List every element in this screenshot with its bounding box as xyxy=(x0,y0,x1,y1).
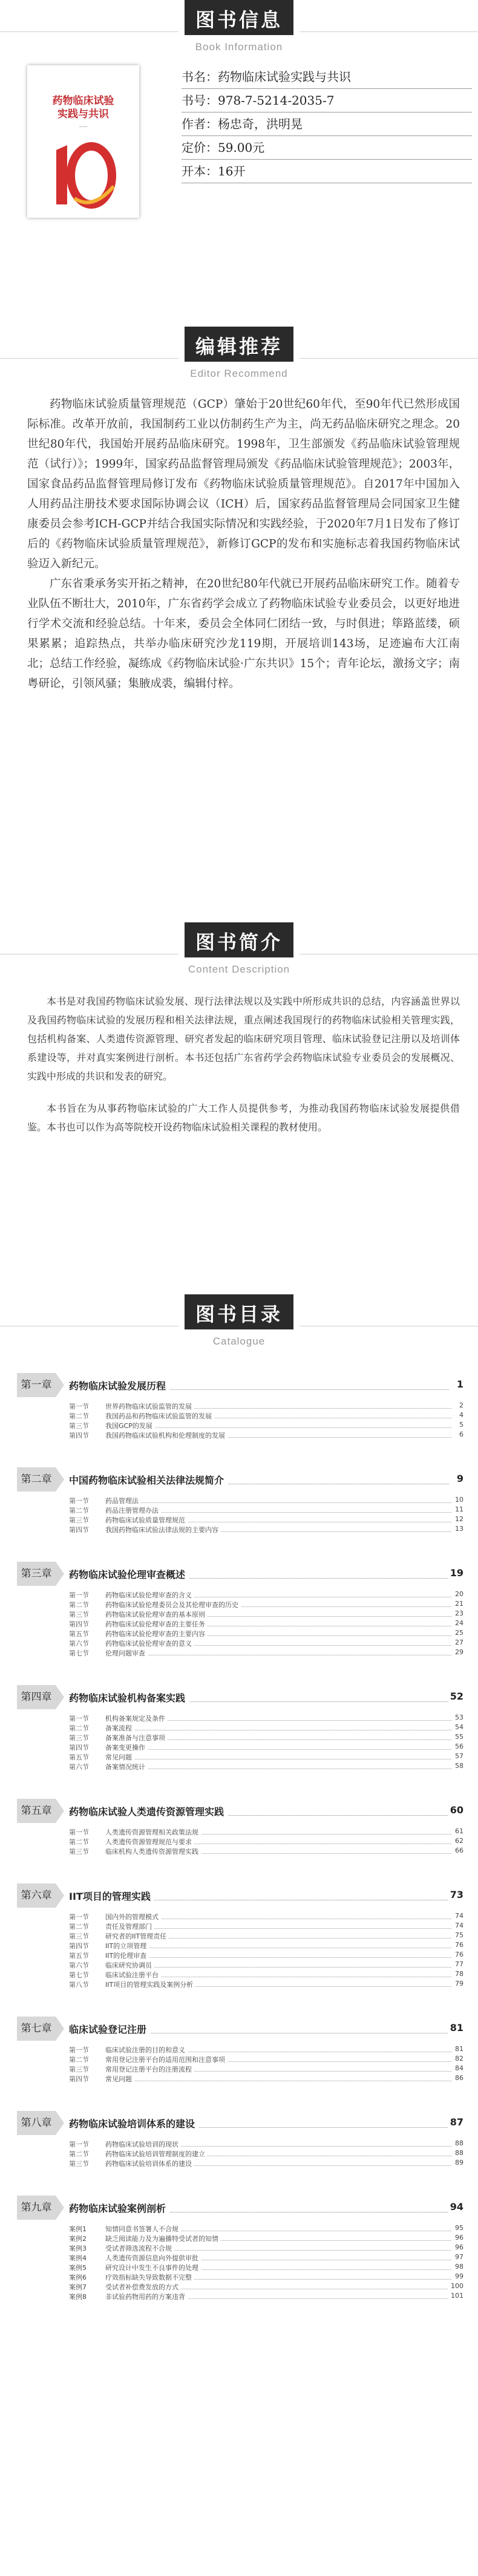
section-number: 案例4 xyxy=(69,2254,87,2262)
paragraph: 广东省秉承务实开拓之精神，在20世纪80年代就已开展药品临床研究工作。随着专业队伍不断壮大，2010年，广东省药学会成立了药物临床试验专业委员会，以更好地进行学术交流和经验总结。十年来，委员会全体同仁团结一致，与时俱进；筚路蓝缕，硕果累累；追踪热点，共举办临床研究沙龙119期，开展培训143场，足迹遍布大江南北；总结工作经验，凝练成《药物临床试验·广东共识》15个；青年论坛，激扬文字；南粤研论，引领风骚；集腋成裘，编辑付梓。 xyxy=(27,578,460,690)
section-title: 药物临床试验伦理审查的含义 xyxy=(105,1590,194,1600)
section-page: 27 xyxy=(453,1639,463,1646)
chapter-heading[interactable] xyxy=(17,1467,463,1492)
paragraph: 本书是对我国药物临床试验发展、现行法律法规以及实践中所形成共识的总结，内容涵盖世界以及我国药物临床试验的发展历程和相关法律法规，重点阐述我国现行的药物临床试验相关管理实践，包括机构备案、人类遗传资源管理、研究者发起的临床研究项目管理、临床试验登记注册以及培训体系建设等，并对真实案例进行剖析。本书还包括广东省药学会药物临床试验专业委员会的发展概况、实践中形成的共识和发表的研究。 xyxy=(27,996,460,1082)
field-price: 定价：59.00元 xyxy=(182,136,472,160)
section-title: 疗效指标缺失导致数据不完整 xyxy=(105,2272,194,2282)
section-number: 第三节 xyxy=(69,2160,89,2168)
chapter-heading[interactable] xyxy=(17,1685,463,1709)
toc-chapter xyxy=(17,1562,463,1657)
section-page: 54 xyxy=(453,1723,463,1731)
chapter-label: 第一章 xyxy=(17,1373,56,1397)
section-number: 案例3 xyxy=(69,2245,87,2252)
section-title: 我国药品和药物临床试验监管的发展 xyxy=(105,1411,214,1421)
field-format: 开本：16开 xyxy=(182,160,472,183)
section-number: 第三节 xyxy=(69,1932,89,1940)
section-title: 人类遗传资源管理相关政策法规 xyxy=(105,1827,201,1837)
toc-section[interactable] xyxy=(69,1940,463,1950)
section-title: 受试者筛选流程不合规 xyxy=(105,2243,174,2253)
section-number: 第三节 xyxy=(69,1611,89,1619)
section-number: 第一节 xyxy=(69,2141,89,2148)
toc-section[interactable] xyxy=(69,1648,463,1657)
section-page: 66 xyxy=(453,1847,463,1854)
section-banner xyxy=(185,922,293,957)
section-page: 57 xyxy=(453,1752,463,1760)
toc-section[interactable] xyxy=(69,1960,463,1969)
section-number: 第六节 xyxy=(69,1763,89,1771)
section-title: 我国药物临床试验法律法规的主要内容 xyxy=(105,1525,221,1534)
section-number: 案例7 xyxy=(69,2283,87,2291)
section-title: 备案准备与注意事项 xyxy=(105,1733,168,1743)
section-title: 药物临床试验伦理审查的意义 xyxy=(105,1639,194,1648)
editor-rec-header xyxy=(0,327,478,380)
section-title: 药品管理法 xyxy=(105,1496,141,1505)
section-number: 案例6 xyxy=(69,2274,87,2281)
toc-section[interactable] xyxy=(69,1732,463,1742)
section-page: 6 xyxy=(457,1430,463,1438)
chapter-label: 第五章 xyxy=(17,1799,56,1823)
section-page: 74 xyxy=(453,1912,463,1920)
section-number: 第三节 xyxy=(69,1422,89,1430)
toc-section[interactable] xyxy=(69,1752,463,1761)
section-page: 53 xyxy=(453,1714,463,1721)
toc-chapter xyxy=(17,1467,463,1534)
section-page: 76 xyxy=(453,1951,463,1958)
chapter-label: 第七章 xyxy=(17,2017,56,2041)
chapter-title: 药物临床试验机构备案实践 xyxy=(69,1691,189,1704)
section-page: 89 xyxy=(453,2159,463,2167)
toc-section[interactable] xyxy=(69,1911,463,1921)
toc-section[interactable] xyxy=(69,1609,463,1619)
chapter-heading[interactable] xyxy=(17,2017,463,2041)
toc-section[interactable] xyxy=(69,2281,463,2291)
toc-section[interactable] xyxy=(69,2158,463,2168)
cover-graphic xyxy=(38,138,117,210)
chapter-label: 第九章 xyxy=(17,2196,56,2220)
section-subtitle: Catalogue xyxy=(212,1335,266,1347)
toc-section[interactable] xyxy=(69,1628,463,1638)
section-title: 备案变更操作 xyxy=(105,1743,148,1752)
toc-section[interactable] xyxy=(69,1619,463,1628)
section-page: 96 xyxy=(453,2234,463,2242)
section-number: 第三节 xyxy=(69,2066,89,2073)
section-page: 86 xyxy=(453,2074,463,2082)
toc-section[interactable] xyxy=(69,1430,463,1440)
section-page: 25 xyxy=(453,1629,463,1637)
section-page: 11 xyxy=(453,1505,463,1513)
chapter-page: 19 xyxy=(448,1567,463,1579)
section-subtitle: Content Description xyxy=(188,964,290,975)
section-page: 95 xyxy=(453,2224,463,2232)
book-info-header xyxy=(0,0,478,53)
toc-section[interactable] xyxy=(69,2291,463,2301)
section-banner xyxy=(185,1294,293,1329)
section-page: 77 xyxy=(453,1960,463,1968)
section-page: 29 xyxy=(453,1648,463,1656)
section-number: 第一节 xyxy=(69,1715,89,1723)
toc-section[interactable] xyxy=(69,1761,463,1771)
section-number: 第二节 xyxy=(69,1412,89,1420)
section-page: 99 xyxy=(453,2272,463,2280)
toc-section[interactable] xyxy=(69,2139,463,2148)
chapter-page: 52 xyxy=(448,1691,463,1702)
section-title: 药物临床试验质量管理规范 xyxy=(105,1515,188,1525)
section-number: 第四节 xyxy=(69,1744,89,1752)
toc-section[interactable] xyxy=(69,1713,463,1723)
section-page: 79 xyxy=(453,1980,463,1987)
chapter-label: 第三章 xyxy=(17,1562,56,1586)
catalogue-header xyxy=(0,1294,478,1348)
section-title: 药物临床试验伦理审查的主要任务 xyxy=(105,1619,208,1629)
section-number: 第三节 xyxy=(69,1516,89,1524)
section-number: 第二节 xyxy=(69,1507,89,1515)
section-title: 非试验药物用药的方案违背 xyxy=(105,2292,188,2301)
section-page: 84 xyxy=(453,2064,463,2072)
summary-text xyxy=(27,992,460,1150)
section-number: 第二节 xyxy=(69,1838,89,1846)
field-title: 书名：药物临床试验实践与共识 xyxy=(182,65,472,89)
toc-section[interactable] xyxy=(69,1846,463,1856)
paragraph: 药物临床试验质量管理规范（GCP）肇始于20世纪60年代，至90年代已然形成国际标准。改革开放前，我国制药工业以仿制药生产为主，尚无药品临床研究之理念。20世纪80年代，我国始开展药品临床研究。1998年，卫生部颁发《药品临床试验管理规范（试行）》；1999年，国家药品监督管理局颁发《药品临床试验管理规范》；2003年，国家食品药品监督管理局修订发布《药物临床试验质量管理规范》。自2017年中国加入人用药品注册技术要求国际协调会议（ICH）后，国家药品监督管理局会同国家卫生健康委员会参考ICH-GCP并结合我国实际情况和实践经验，于2020年7月1日发布了修订后的《药物临床试验质量管理规范》，新修订GCP的发布和实施标志着我国药物临床试验迈入新纪元。 xyxy=(27,398,460,570)
section-page: 55 xyxy=(453,1733,463,1741)
toc-section[interactable] xyxy=(69,1723,463,1732)
section-title: IIT的立项管理 xyxy=(105,1941,149,1951)
section-title: 药物临床试验伦理委员会及其伦理审查的历史 xyxy=(105,1600,241,1609)
section-title: 常用登记注册平台的注册流程 xyxy=(105,2064,194,2074)
section-page: 97 xyxy=(453,2253,463,2261)
section-number: 第一节 xyxy=(69,1403,89,1410)
dot-leader xyxy=(105,1502,451,1503)
toc-section[interactable] xyxy=(69,2148,463,2158)
table-of-contents xyxy=(17,1373,463,2301)
chapter-heading[interactable] xyxy=(17,1562,463,1586)
chapter-title: IIT项目的管理实践 xyxy=(69,1889,154,1903)
book-fields xyxy=(182,65,472,183)
section-title: 药物临床试验伦理审查的主要内容 xyxy=(105,1629,208,1639)
toc-section[interactable] xyxy=(69,1969,463,1979)
section-page: 88 xyxy=(453,2149,463,2157)
section-title: 临床试验注册的目的和意义 xyxy=(105,2045,188,2055)
chapter-label: 第二章 xyxy=(17,1467,56,1492)
chapter-label: 第六章 xyxy=(17,1883,56,1908)
chapter-title: 中国药物临床试验相关法律法规简介 xyxy=(69,1473,228,1487)
section-title: 临床机构人类遗传资源管理实践 xyxy=(105,1847,201,1856)
section-page: 78 xyxy=(453,1970,463,1978)
summary-header xyxy=(0,922,478,976)
toc-section[interactable] xyxy=(69,1742,463,1752)
section-page: 56 xyxy=(453,1743,463,1750)
chapter-heading[interactable] xyxy=(17,1799,463,1823)
section-number: 第五节 xyxy=(69,1952,89,1960)
chapter-heading[interactable] xyxy=(17,2196,463,2220)
chapter-heading[interactable] xyxy=(17,1373,463,1397)
toc-chapter xyxy=(17,2196,463,2301)
toc-section[interactable] xyxy=(69,1410,463,1420)
toc-section[interactable] xyxy=(69,2252,463,2262)
section-title: 伦理问题审查 xyxy=(105,1648,148,1658)
section-title: 药物临床试验伦理审查的基本原则 xyxy=(105,1609,208,1619)
section-number: 第二节 xyxy=(69,2150,89,2158)
toc-chapter xyxy=(17,2017,463,2083)
section-title: 常用登记注册平台的适用范围和注意事项 xyxy=(105,2055,228,2064)
section-title: 常见问题 xyxy=(105,1752,134,1762)
section-title: 图书信息 xyxy=(195,8,283,31)
dot-leader xyxy=(105,1928,451,1929)
section-page: 98 xyxy=(453,2263,463,2271)
section-page: 2 xyxy=(457,1401,463,1409)
toc-section[interactable] xyxy=(69,2233,463,2243)
section-number: 案例5 xyxy=(69,2264,87,2272)
chapter-page: 94 xyxy=(448,2201,463,2212)
section-number: 第四节 xyxy=(69,2075,89,2083)
section-number: 第一节 xyxy=(69,1828,89,1836)
section-title: 编辑推荐 xyxy=(195,335,283,358)
section-title: 人类遗传资源管理规范与要求 xyxy=(105,1837,194,1847)
section-number: 第六节 xyxy=(69,1961,89,1969)
section-page: 23 xyxy=(453,1609,463,1617)
section-number: 第八节 xyxy=(69,1981,89,1989)
toc-section[interactable] xyxy=(69,2223,463,2233)
toc-section[interactable] xyxy=(69,2243,463,2252)
chapter-page: 81 xyxy=(448,2022,463,2033)
section-title: IIT项目的管理实践及案例分析 xyxy=(105,1980,195,1989)
section-number: 第四节 xyxy=(69,1942,89,1950)
toc-section[interactable] xyxy=(69,1931,463,1940)
section-number: 第三节 xyxy=(69,1734,89,1742)
paragraph: 本书旨在为从事药物临床试验的广大工作人员提供参考，为推动我国药物临床试验发展提供借鉴。本书也可以作为高等院校开设药物临床试验相关课程的教材使用。 xyxy=(27,1103,460,1133)
section-page: 88 xyxy=(453,2139,463,2147)
toc-section[interactable] xyxy=(69,1401,463,1410)
section-title: 临床试验注册平台 xyxy=(105,1970,161,1980)
toc-section[interactable] xyxy=(69,1590,463,1599)
toc-section[interactable] xyxy=(69,1979,463,1989)
dot-leader xyxy=(105,1957,451,1958)
section-number: 第三节 xyxy=(69,1848,89,1856)
toc-section[interactable] xyxy=(69,2272,463,2281)
section-title: 临床研究协调员 xyxy=(105,1960,154,1970)
section-subtitle: Book Information xyxy=(195,41,283,53)
toc-section[interactable] xyxy=(69,2064,463,2073)
section-page: 24 xyxy=(453,1619,463,1627)
toc-chapter xyxy=(17,1373,463,1440)
dot-leader xyxy=(105,1427,451,1428)
section-number: 第一节 xyxy=(69,1913,89,1921)
section-number: 第七节 xyxy=(69,1649,89,1657)
dot-leader xyxy=(105,1967,451,1968)
section-title: 常见问题 xyxy=(105,2074,134,2084)
section-number: 案例1 xyxy=(69,2225,87,2233)
toc-section[interactable] xyxy=(69,1638,463,1648)
section-banner xyxy=(185,327,293,362)
toc-section[interactable] xyxy=(69,1524,463,1534)
section-title: 研究者的IIT管理责任 xyxy=(105,1931,169,1941)
section-page: 100 xyxy=(448,2282,463,2290)
editor-rec-text xyxy=(27,394,460,694)
section-title: 药物临床试验培训管理制度的建立 xyxy=(105,2149,208,2159)
section-title: 世界药物临床试验监管的发展 xyxy=(105,1401,194,1411)
section-number: 第一节 xyxy=(69,2046,89,2054)
section-page: 62 xyxy=(453,1837,463,1845)
chapter-label: 第八章 xyxy=(17,2111,56,2135)
chapter-title: 药物临床试验培训体系的建设 xyxy=(69,2116,198,2130)
section-number: 第四节 xyxy=(69,1526,89,1534)
toc-section[interactable] xyxy=(69,2054,463,2064)
toc-section[interactable] xyxy=(69,1420,463,1430)
toc-chapter xyxy=(17,2111,463,2168)
section-title: 备案流程 xyxy=(105,1723,134,1733)
toc-section[interactable] xyxy=(69,1599,463,1609)
section-title: 备案情况统计 xyxy=(105,1762,148,1772)
section-page: 74 xyxy=(453,1922,463,1929)
chapter-page: 60 xyxy=(448,1804,463,1816)
chapter-page: 73 xyxy=(448,1889,463,1900)
section-title: 图书目录 xyxy=(195,1303,283,1326)
section-banner xyxy=(185,0,293,35)
section-title: 图书简介 xyxy=(195,931,283,954)
chapter-heading[interactable] xyxy=(17,2111,463,2135)
cover-title: 药物临床试验 实践与共识 xyxy=(52,95,114,120)
section-title: 受试者补偿费发放的方式 xyxy=(105,2282,181,2292)
chapter-title: 药物临床试验人类遗传资源管理实践 xyxy=(69,1804,228,1818)
chapter-page: 87 xyxy=(448,2116,463,2128)
section-title: 药物临床试验培训体系的建设 xyxy=(105,2159,194,2168)
section-number: 第二节 xyxy=(69,1601,89,1609)
book-info xyxy=(27,65,463,223)
toc-section[interactable] xyxy=(69,1921,463,1931)
section-title: 人类遗传资源信息向外提供审批 xyxy=(105,2253,201,2263)
chapter-title: 药物临床试验伦理审查概述 xyxy=(69,1567,189,1581)
toc-chapter xyxy=(17,1685,463,1771)
section-title: 责任及管理部门 xyxy=(105,1922,154,1931)
section-title: 药品注册管理办法 xyxy=(105,1505,161,1515)
section-page: 58 xyxy=(453,1762,463,1770)
section-title: 我国药物临床试验机构和伦理制度的发展 xyxy=(105,1430,228,1440)
section-number: 案例2 xyxy=(69,2235,87,2243)
section-number: 第一节 xyxy=(69,1591,89,1599)
section-title: 机构备案规定及条件 xyxy=(105,1714,168,1723)
section-number: 第二节 xyxy=(69,1923,89,1931)
chapter-title: 药物临床试验发展历程 xyxy=(69,1378,169,1392)
section-title: 研究设计中发生不良事件的处理 xyxy=(105,2263,201,2272)
toc-chapter xyxy=(17,1883,463,1989)
field-isbn: 书号：978-7-5214-2035-7 xyxy=(182,89,472,112)
cover-small-text: —— xyxy=(79,124,88,129)
toc-section[interactable] xyxy=(69,1836,463,1846)
section-page: 101 xyxy=(448,2292,463,2300)
section-page: 12 xyxy=(453,1515,463,1523)
toc-section[interactable] xyxy=(69,1495,463,1505)
toc-section[interactable] xyxy=(69,1827,463,1836)
field-author: 作者：杨忠奇，洪明晃 xyxy=(182,112,472,136)
section-number: 案例8 xyxy=(69,2293,87,2301)
section-page: 13 xyxy=(453,1525,463,1533)
section-title: 药物临床试验培训的现状 xyxy=(105,2139,181,2149)
chapter-title: 临床试验登记注册 xyxy=(69,2022,150,2036)
section-number: 第二节 xyxy=(69,2056,89,2064)
section-title: IIT的伦理审查 xyxy=(105,1951,149,1960)
chapter-label: 第四章 xyxy=(17,1685,56,1709)
section-subtitle: Editor Recommend xyxy=(190,368,288,379)
section-page: 20 xyxy=(453,1590,463,1598)
section-number: 第四节 xyxy=(69,1620,89,1628)
section-page: 81 xyxy=(453,2045,463,2053)
section-page: 21 xyxy=(453,1600,463,1608)
toc-section[interactable] xyxy=(69,2262,463,2272)
toc-section[interactable] xyxy=(69,2044,463,2054)
chapter-page: 1 xyxy=(454,1378,463,1390)
book-cover xyxy=(27,65,139,218)
section-title: 国内外的管理模式 xyxy=(105,1912,161,1922)
section-title: 我国GCP的发展 xyxy=(105,1421,155,1430)
toc-section[interactable] xyxy=(69,1505,463,1515)
section-title: 缺乏阅读能力及为遍播特受试者的知情 xyxy=(105,2234,221,2243)
section-number: 第一节 xyxy=(69,1497,89,1505)
section-page: 5 xyxy=(457,1421,463,1429)
section-number: 第五节 xyxy=(69,1753,89,1761)
dot-leader xyxy=(105,1749,451,1750)
section-page: 76 xyxy=(453,1941,463,1949)
toc-section[interactable] xyxy=(69,1950,463,1960)
toc-chapter xyxy=(17,1799,463,1856)
chapter-page: 9 xyxy=(454,1473,463,1484)
section-number: 第七节 xyxy=(69,1971,89,1979)
section-number: 第六节 xyxy=(69,1640,89,1648)
section-page: 75 xyxy=(453,1931,463,1939)
section-number: 第二节 xyxy=(69,1724,89,1732)
chapter-heading[interactable] xyxy=(17,1883,463,1908)
section-number: 第四节 xyxy=(69,1432,89,1440)
section-title: 知情同意书签署人不合规 xyxy=(105,2224,181,2234)
section-page: 61 xyxy=(453,1827,463,1835)
section-page: 10 xyxy=(453,1496,463,1504)
toc-section[interactable] xyxy=(69,1515,463,1524)
chapter-title: 药物临床试验案例剖析 xyxy=(69,2201,169,2215)
section-page: 4 xyxy=(457,1411,463,1419)
section-page: 82 xyxy=(453,2055,463,2062)
section-page: 96 xyxy=(453,2243,463,2251)
section-number: 第五节 xyxy=(69,1630,89,1638)
toc-section[interactable] xyxy=(69,2073,463,2083)
